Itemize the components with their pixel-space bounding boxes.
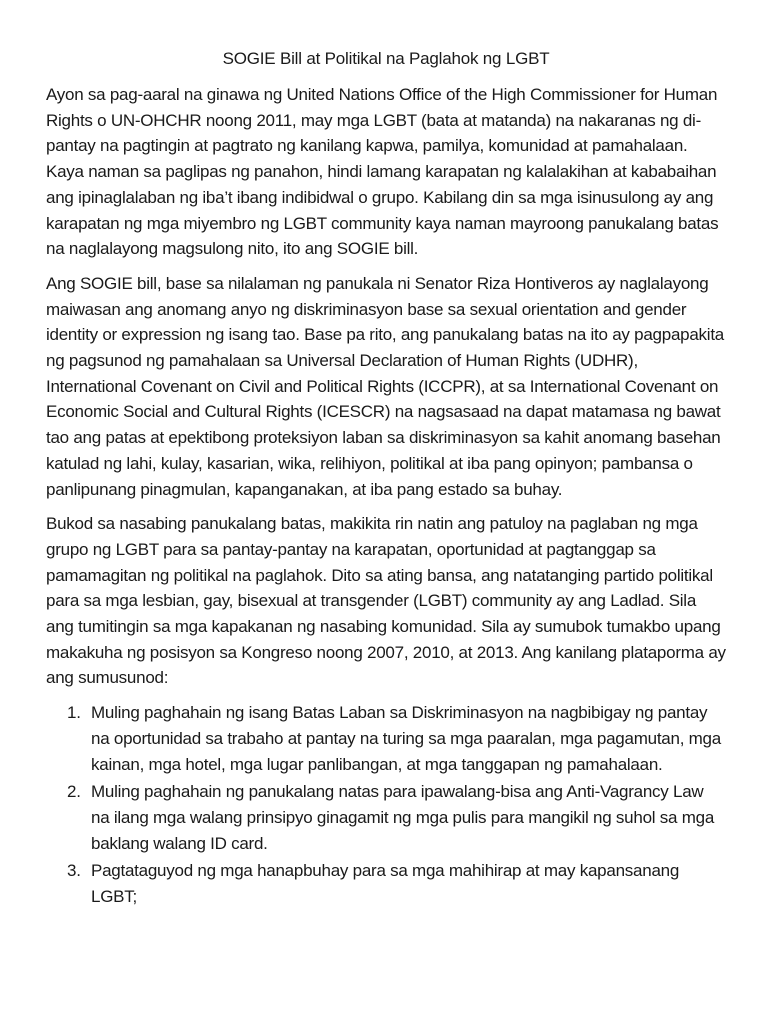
document-page [46,46,726,912]
list-item-text: Pagtataguyod ng mga hanapbuhay para sa mga mahihirap at may kapansanang LGBT; [91,861,680,907]
list-item-number: 1. [67,703,81,723]
list-item-text: Muling paghahain ng panukalang natas para ipawalang-bisa ang Anti-Vagrancy Law na ilang mga walang prinsipyo ginagamit ng mga pulis para mangikil ng suhol sa mga baklang walang ID card. [91,782,715,853]
paragraph-intro: Ayon sa pag-aaral na ginawa ng United Nations Office of the High Commissioner for Human Rights o UN-OHCHR noong 2011, may mga LGBT (bata at matanda) na nakaranas ng di-pantay na pagtingin at pagtrato ng kanilang kapwa, pamilya, komunidad at pamahalaan. Kaya naman sa paglipas ng panahon, hindi lamang karapatan ng kalalakihan at kababaihan ang ipinaglalaban ng iba’t ibang indibidwal o grupo. Kabilang din sa mga isinusulong ay ang karapatan ng mga miyembro ng LGBT community kaya naman mayroong panukalang batas na naglalayong magsulong nito, ito ang SOGIE bill. [46,85,719,259]
list-item-number: 3. [67,861,81,881]
list-item-number: 2. [67,782,81,802]
paragraph-sogie-bill: Ang SOGIE bill, base sa nilalaman ng panukala ni Senator Riza Hontiveros ay naglalayong maiwasan ang anomang anyo ng diskriminasyon base sa sexual orientation and gender identity or expression ng isang tao. Base pa rito, ang panukalang batas na ito ay pagpapakita ng pagsunod ng pamahalaan sa Universal Declaration of Human Rights (UDHR), International Covenant on Civil and Political Rights (ICCPR), at sa International Covenant on Economic Social and Cultural Rights (ICESCR) na nagsasaad na dapat matamasa ng bawat tao ang patas at epektibong proteksiyon laban sa diskriminasyon sa kahit anomang basehan katulad ng lahi, kulay, kasarian, wika, relihiyon, politikal at iba pang opinyon; pambansa o panlipunang pinagmulan, kapanganakan, at iba pang estado sa buhay. [46,273,725,499]
platform-list [46,700,726,910]
document-title: SOGIE Bill at Politikal na Paglahok ng LGBT [222,49,550,68]
list-item-text: Muling paghahain ng isang Batas Laban sa Diskriminasyon na nagbibigay ng pantay na oportunidad sa trabaho at pantay na turing sa mga paaralan, mga pagamutan, mga kainan, mga hotel, mga lugar panlibangan, at mga tanggapan ng pamahalaan. [91,703,721,774]
paragraph-ladlad: Bukod sa nasabing panukalang batas, makikita rin natin ang patuloy na paglaban ng mga grupo ng LGBT para sa pantay-pantay na karapatan, oportunidad at pagtanggap sa pamamagitan ng politikal na paglahok. Dito sa ating bansa, ang natatanging partido politikal para sa mga lesbian, gay, bisexual at transgender (LGBT) community ay ang Ladlad. Sila ang tumitingin sa mga kapakanan ng nasabing komunidad. Sila ay sumubok tumakbo upang makakuha ng posisyon sa Kongreso noong 2007, 2010, at 2013. Ang kanilang plataporma ay ang sumusunod: [46,514,726,688]
list-item [46,779,726,856]
list-item [46,700,726,777]
list-item [46,858,726,909]
